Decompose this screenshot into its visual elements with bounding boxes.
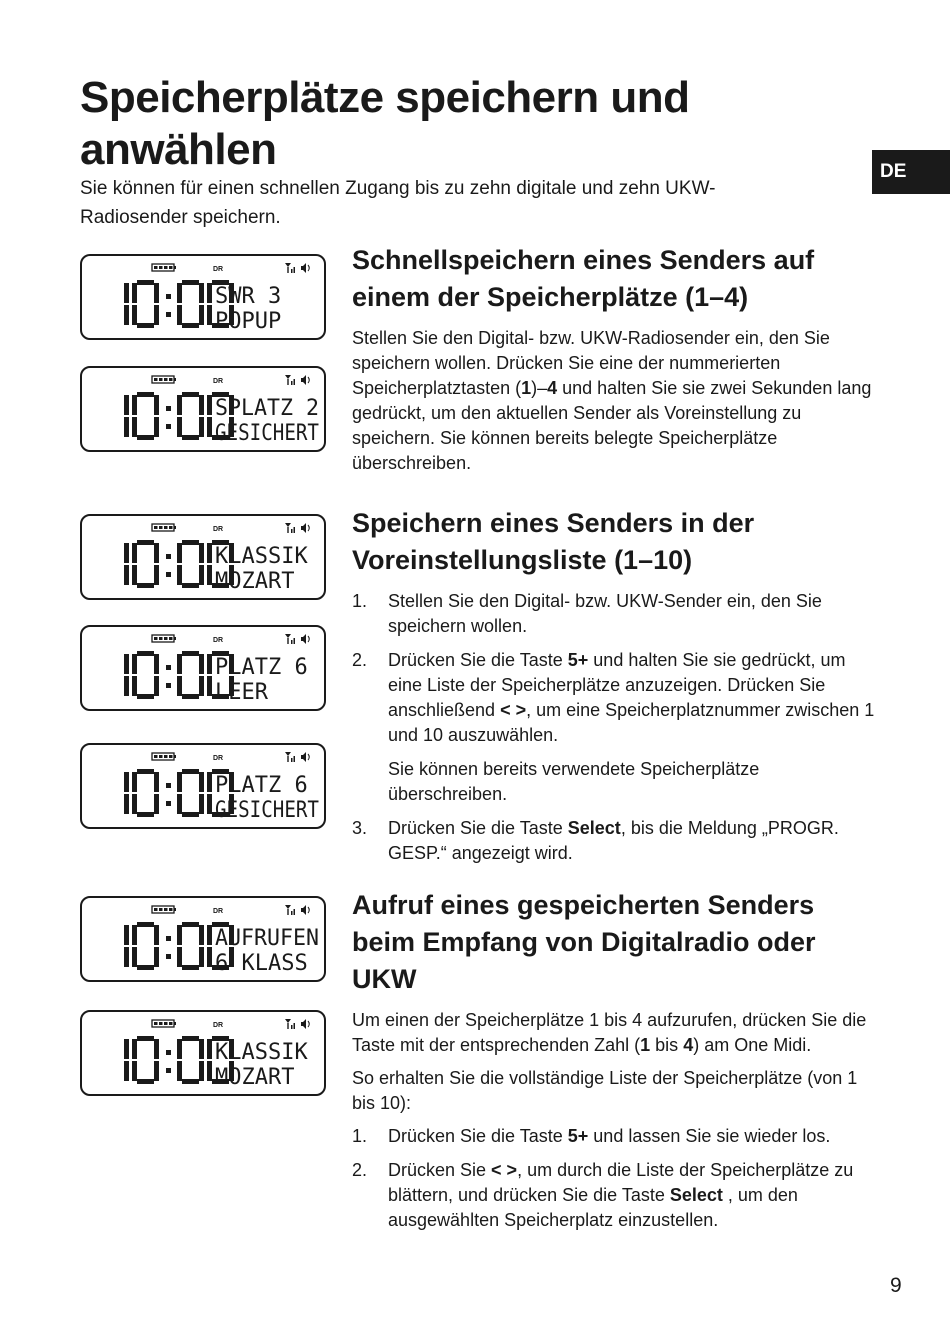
dr-indicator: DR <box>213 266 224 273</box>
lcd-segment <box>154 305 159 325</box>
section-body: Stellen Sie den Digital- bzw. UKW-Radiosender ein, den Sie speichern wollen. Drücken Sie eine der nummerierten Speicherplatztasten (1)–4 und halten Sie sie zwei Sekunden lang gedrückt, um den aktuellen Sender als Voreinstellung zu speichern. Sie können bereits belegte Speicherplätze überschreiben. <box>352 328 872 473</box>
lcd-segment <box>154 654 159 674</box>
dr-indicator: DR <box>213 1022 224 1029</box>
battery-icon <box>152 376 176 383</box>
lcd-segment <box>182 392 199 397</box>
lcd-line-1: SPLATZ 2 <box>215 396 319 421</box>
steps-list <box>352 1124 878 1233</box>
lcd-segment <box>137 323 154 328</box>
section-quick-save <box>352 242 878 484</box>
lcd-screen <box>82 745 324 827</box>
lcd-segment <box>137 694 154 699</box>
page-number: 9 <box>890 1274 902 1297</box>
lcd-segment <box>207 543 212 563</box>
lcd-segment <box>124 543 129 563</box>
lcd-segment <box>182 1036 199 1041</box>
lcd-segment <box>132 305 137 325</box>
lcd-segment <box>132 1039 137 1059</box>
lcd-segment <box>137 922 154 927</box>
lcd-screen <box>82 368 324 450</box>
lcd-segment <box>199 947 204 967</box>
lcd-segment <box>124 676 129 696</box>
step-note: Sie können bereits verwendete Speicherplätze überschreiben. <box>388 759 760 804</box>
lcd-segment <box>137 965 154 970</box>
list-item: 3. Drücken Sie die Taste Select, bis die Meldung „PROGR. GESP.“ angezeigt wird. <box>352 818 839 863</box>
lcd-segment <box>182 965 199 970</box>
lcd-segment <box>182 694 199 699</box>
lcd-segment <box>182 812 199 817</box>
speaker-icon <box>301 752 309 762</box>
lcd-segment <box>207 947 212 967</box>
language-tab: DE <box>872 150 950 194</box>
lcd-segment <box>137 435 154 440</box>
lcd-segment <box>177 654 182 674</box>
lcd-segment <box>182 540 199 545</box>
page-title: Speicherplätze speichern und anwählen <box>80 73 690 174</box>
lcd-segment <box>132 925 137 945</box>
lcd-segment <box>199 676 204 696</box>
lcd-segment <box>154 1061 159 1081</box>
speaker-icon <box>301 375 309 385</box>
lcd-display <box>80 254 326 340</box>
list-item: 2. Drücken Sie < >, um durch die Liste der Speicherplätze zu blättern, und drücken Sie die Taste Select , um den ausgewählten Speicherplatz einzustellen. <box>352 1160 854 1230</box>
lcd-segment <box>177 417 182 437</box>
lcd-segment <box>207 283 212 303</box>
lcd-segment <box>132 283 137 303</box>
lcd-segment <box>177 1039 182 1059</box>
lcd-segment <box>137 583 154 588</box>
lcd-segment <box>199 794 204 814</box>
lcd-segment <box>154 565 159 585</box>
lcd-segment <box>132 1061 137 1081</box>
lcd-segment <box>177 794 182 814</box>
speaker-icon <box>301 1019 309 1029</box>
lcd-segment <box>182 280 199 285</box>
lcd-segment <box>199 283 204 303</box>
section-body: So erhalten Sie die vollständige Liste der Speicherplätze (von 1 bis 10): <box>352 1068 858 1113</box>
lcd-line-2: MOZART <box>215 1065 295 1090</box>
lcd-segment <box>199 1061 204 1081</box>
speaker-icon <box>301 263 309 273</box>
lcd-segment <box>137 1036 154 1041</box>
battery-icon <box>152 264 176 271</box>
lcd-segment <box>182 769 199 774</box>
section-heading: Speichern eines Senders in der Voreinstellungsliste (1–10) <box>352 508 755 575</box>
lcd-segment <box>137 1079 154 1084</box>
lcd-segment <box>124 417 129 437</box>
lcd-segment <box>154 676 159 696</box>
lcd-segment <box>137 769 154 774</box>
lcd-segment <box>137 280 154 285</box>
section-heading: Aufruf eines gespeicherten Senders beim Empfang von Digitalradio oder UKW <box>352 890 816 994</box>
lcd-segment <box>207 1061 212 1081</box>
lcd-line-2: LEER <box>215 680 268 705</box>
speaker-icon <box>301 634 309 644</box>
lcd-segment <box>132 794 137 814</box>
speaker-icon <box>301 905 309 915</box>
list-item: 1. Stellen Sie den Digital- bzw. UKW-Sender ein, den Sie speichern wollen. <box>352 591 822 636</box>
lcd-screen <box>82 516 324 598</box>
lcd-segment <box>182 1079 199 1084</box>
lcd-segment <box>199 565 204 585</box>
lcd-segment <box>124 1061 129 1081</box>
battery-icon <box>152 635 176 642</box>
lcd-segment <box>154 395 159 415</box>
signal-icon <box>285 1019 295 1029</box>
lcd-segment <box>154 417 159 437</box>
lcd-line-2: 6 KLASS <box>215 951 308 976</box>
lcd-segment <box>132 565 137 585</box>
lcd-segment <box>154 947 159 967</box>
lcd-display <box>80 625 326 711</box>
signal-icon <box>285 263 295 273</box>
lcd-segment <box>182 435 199 440</box>
lcd-segment <box>177 772 182 792</box>
list-item: 2. Drücken Sie die Taste 5+ und halten Sie sie gedrückt, um eine Liste der Speicherplätze anzuzeigen. Drücken Sie anschließend < >, um eine Speicherplatznummer zwischen 1 und 10 auszuwählen. Sie können bereits verwendete Speicherplätze überschreiben. <box>352 648 878 807</box>
section-recall <box>352 887 878 1242</box>
lcd-segment <box>207 1039 212 1059</box>
lcd-segment <box>207 925 212 945</box>
lcd-display <box>80 896 326 982</box>
lcd-segment <box>124 794 129 814</box>
lcd-segment <box>177 565 182 585</box>
lcd-segment <box>177 925 182 945</box>
lcd-segment <box>124 1039 129 1059</box>
lcd-segment <box>207 565 212 585</box>
lcd-segment <box>207 794 212 814</box>
lcd-segment <box>132 395 137 415</box>
battery-icon <box>152 906 176 913</box>
lcd-line-2: POPUP <box>215 309 282 334</box>
lcd-segment <box>177 1061 182 1081</box>
lcd-segment <box>207 654 212 674</box>
list-item: 1. Drücken Sie die Taste 5+ und lassen Sie sie wieder los. <box>352 1126 831 1146</box>
intro-text: Sie können für einen schnellen Zugang bis zu zehn digitale und zehn UKW-Radiosender speichern. <box>80 178 716 228</box>
lcd-segment <box>199 654 204 674</box>
battery-icon <box>152 1020 176 1027</box>
lcd-segment <box>124 947 129 967</box>
dr-indicator: DR <box>213 526 224 533</box>
lcd-segment <box>132 676 137 696</box>
lcd-line-1: AUFRUFEN <box>215 926 319 951</box>
lcd-segment <box>177 676 182 696</box>
lcd-segment <box>199 417 204 437</box>
dr-indicator: DR <box>213 378 224 385</box>
lcd-segment <box>137 812 154 817</box>
lcd-segment <box>207 772 212 792</box>
lcd-line-2: MOZART <box>215 569 295 594</box>
lcd-segment <box>124 925 129 945</box>
lcd-segment <box>177 543 182 563</box>
lcd-segment <box>177 947 182 967</box>
dr-indicator: DR <box>213 755 224 762</box>
lcd-line-1: PLATZ 6 <box>215 655 308 680</box>
lcd-segment <box>154 925 159 945</box>
lcd-segment <box>154 283 159 303</box>
lcd-segment <box>124 283 129 303</box>
lcd-segment <box>182 922 199 927</box>
section-body: Um einen der Speicherplätze 1 bis 4 aufzurufen, drücken Sie die Taste mit der entsprechenden Zahl (1 bis 4) am One Midi. <box>352 1010 867 1055</box>
lcd-segment <box>199 305 204 325</box>
signal-icon <box>285 905 295 915</box>
lcd-segment <box>182 323 199 328</box>
lcd-segment <box>177 395 182 415</box>
section-preset-list <box>352 505 878 875</box>
speaker-icon <box>301 523 309 533</box>
lcd-line-1: KLASSIK <box>215 1040 308 1065</box>
lcd-segment <box>154 543 159 563</box>
lcd-segment <box>132 417 137 437</box>
lcd-screen <box>82 898 324 980</box>
lcd-display <box>80 366 326 452</box>
lcd-segment <box>199 395 204 415</box>
lcd-segment <box>182 583 199 588</box>
steps-list <box>352 589 878 866</box>
lcd-display <box>80 743 326 829</box>
lcd-line-1: SWR 3 <box>215 284 282 309</box>
lcd-segment <box>124 772 129 792</box>
lcd-line-1: KLASSIK <box>215 544 308 569</box>
lcd-segment <box>137 651 154 656</box>
lcd-segment <box>124 305 129 325</box>
lcd-segment <box>207 305 212 325</box>
dr-indicator: DR <box>213 637 224 644</box>
lcd-segment <box>154 794 159 814</box>
signal-icon <box>285 523 295 533</box>
lcd-segment <box>137 540 154 545</box>
signal-icon <box>285 752 295 762</box>
lcd-segment <box>137 392 154 397</box>
lcd-display <box>80 1010 326 1096</box>
lcd-segment <box>199 772 204 792</box>
lcd-segment <box>132 543 137 563</box>
lcd-segment <box>199 1039 204 1059</box>
lcd-segment <box>207 395 212 415</box>
lcd-segment <box>177 305 182 325</box>
dr-indicator: DR <box>213 908 224 915</box>
signal-icon <box>285 375 295 385</box>
lcd-screen <box>82 256 324 338</box>
section-heading: Schnellspeichern eines Senders auf einem der Speicherplätze (1–4) <box>352 245 815 312</box>
lcd-segment <box>207 676 212 696</box>
battery-icon <box>152 753 176 760</box>
lcd-segment <box>154 1039 159 1059</box>
lcd-line-2: GESICHERT <box>215 798 319 823</box>
lcd-segment <box>124 395 129 415</box>
lcd-screen <box>82 1012 324 1094</box>
lcd-segment <box>124 565 129 585</box>
lcd-segment <box>177 283 182 303</box>
lcd-segment <box>199 543 204 563</box>
lcd-segment <box>182 651 199 656</box>
lcd-segment <box>154 772 159 792</box>
lcd-screen <box>82 627 324 709</box>
battery-icon <box>152 524 176 531</box>
lcd-segment <box>132 947 137 967</box>
lcd-segment <box>132 772 137 792</box>
lcd-segment <box>124 654 129 674</box>
lcd-display <box>80 514 326 600</box>
lcd-segment <box>199 925 204 945</box>
lcd-segment <box>132 654 137 674</box>
lcd-line-1: PLATZ 6 <box>215 773 308 798</box>
lcd-line-2: GESICHERT <box>215 421 319 446</box>
signal-icon <box>285 634 295 644</box>
lcd-segment <box>207 417 212 437</box>
